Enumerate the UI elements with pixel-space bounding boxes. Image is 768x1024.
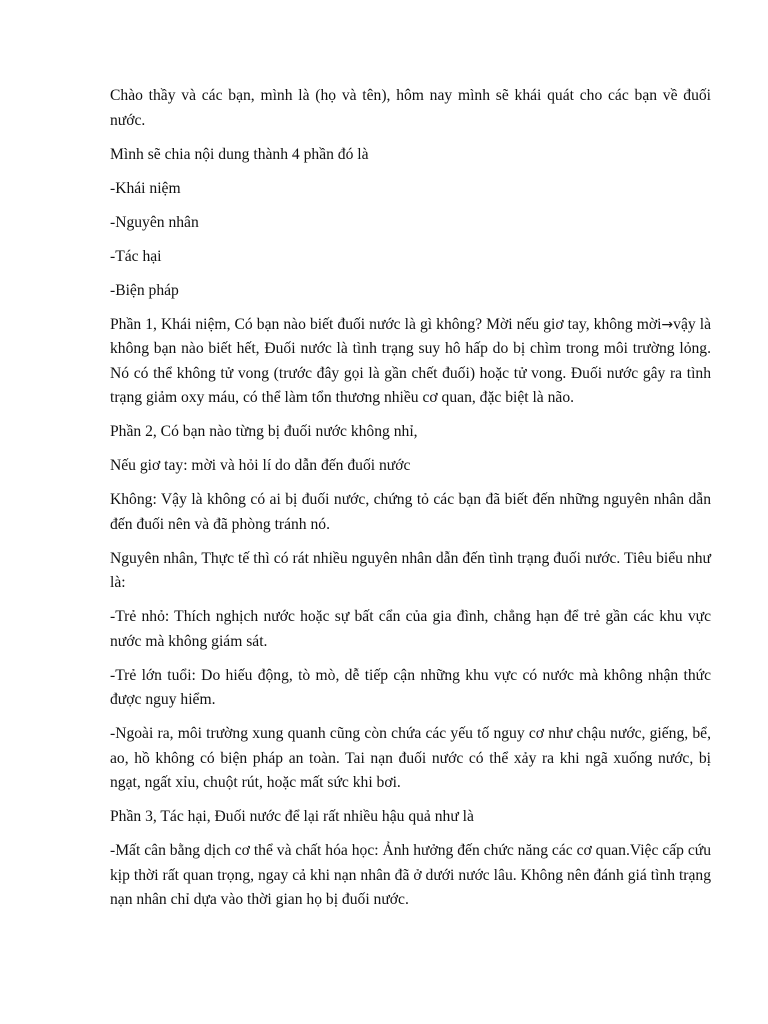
paragraph-cause-young-children: -Trẻ nhỏ: Thích nghịch nước hoặc sự bất cẩn của gia đình, chẳng hạn để trẻ gần các khu vực nước mà không giám sát. xyxy=(110,608,711,650)
paragraph-outline-intro: Mình sẽ chia nội dung thành 4 phần đó là xyxy=(110,145,369,163)
list-item-concept: -Khái niệm xyxy=(110,179,181,197)
paragraph-if-raise-hand: Nếu giơ tay: mời và hỏi lí do dẫn đến đuối nước xyxy=(110,457,411,474)
arrow-right-icon: → xyxy=(661,316,674,333)
part-1-text-end: vậy là không bạn nào biết hết, Đuối nước là tình trạng suy hô hấp do bị chìm trong môi trường lỏng. Nó có thể không tử vong (trước đây gọi là gần chết đuối) hoặc tử vong. Đuối nước gây ra tình trạng giảm oxy máu, có thể làm tổn thương nhiều cơ quan, đặc biệt là não. xyxy=(110,315,711,406)
paragraph-part-1 xyxy=(110,313,711,411)
document-body xyxy=(110,84,711,922)
paragraph-part-2: Phần 2, Có bạn nào từng bị đuối nước không nhỉ, xyxy=(110,423,418,440)
list-item-harms: -Tác hại xyxy=(110,247,162,265)
paragraph-cause-older-children: -Trẻ lớn tuổi: Do hiếu động, tò mò, dễ tiếp cận những khu vực có nước mà không nhận thức được nguy hiểm. xyxy=(110,666,711,708)
paragraph-if-no: Không: Vậy là không có ai bị đuối nước, chứng tỏ các bạn đã biết đến những nguyên nhân dẫn đến đuối nên và đã phòng tránh nó. xyxy=(110,491,711,533)
list-item-causes: -Nguyên nhân xyxy=(110,213,199,231)
paragraph-causes-intro: Nguyên nhân, Thực tế thì có rát nhiều nguyên nhân dẫn đến tình trạng đuối nước. Tiêu biểu như là: xyxy=(110,549,711,591)
paragraph-harm-fluid-imbalance: -Mất cân bằng dịch cơ thể và chất hóa học: Ảnh hưởng đến chức năng các cơ quan.Việc cấp cứu kịp thời rất quan trọng, ngay cả khi nạn nhân đã ở dưới nước lâu. Không nên đánh giá tình trạng nạn nhân chỉ dựa vào thời gian họ bị đuối nước. xyxy=(110,842,711,908)
paragraph-part-3: Phần 3, Tác hại, Đuối nước để lại rất nhiều hậu quả như là xyxy=(110,808,474,825)
paragraph-greeting: Chào thầy và các bạn, mình là (họ và tên), hôm nay mình sẽ khái quát cho các bạn về đuối nước. xyxy=(110,87,711,129)
paragraph-cause-environment: -Ngoài ra, môi trường xung quanh cũng còn chứa các yếu tố nguy cơ như chậu nước, giếng, bể, ao, hồ không có biện pháp an toàn. Tai nạn đuối nước có thể xảy ra khi ngã xuống nước, bị ngạt, ngất xỉu, chuột rút, hoặc mất sức khi bơi. xyxy=(110,725,711,791)
list-item-measures: -Biện pháp xyxy=(110,281,179,299)
part-1-text-start: Phần 1, Khái niệm, Có bạn nào biết đuối nước là gì không? Mời nếu giơ tay, không mời xyxy=(110,315,662,333)
